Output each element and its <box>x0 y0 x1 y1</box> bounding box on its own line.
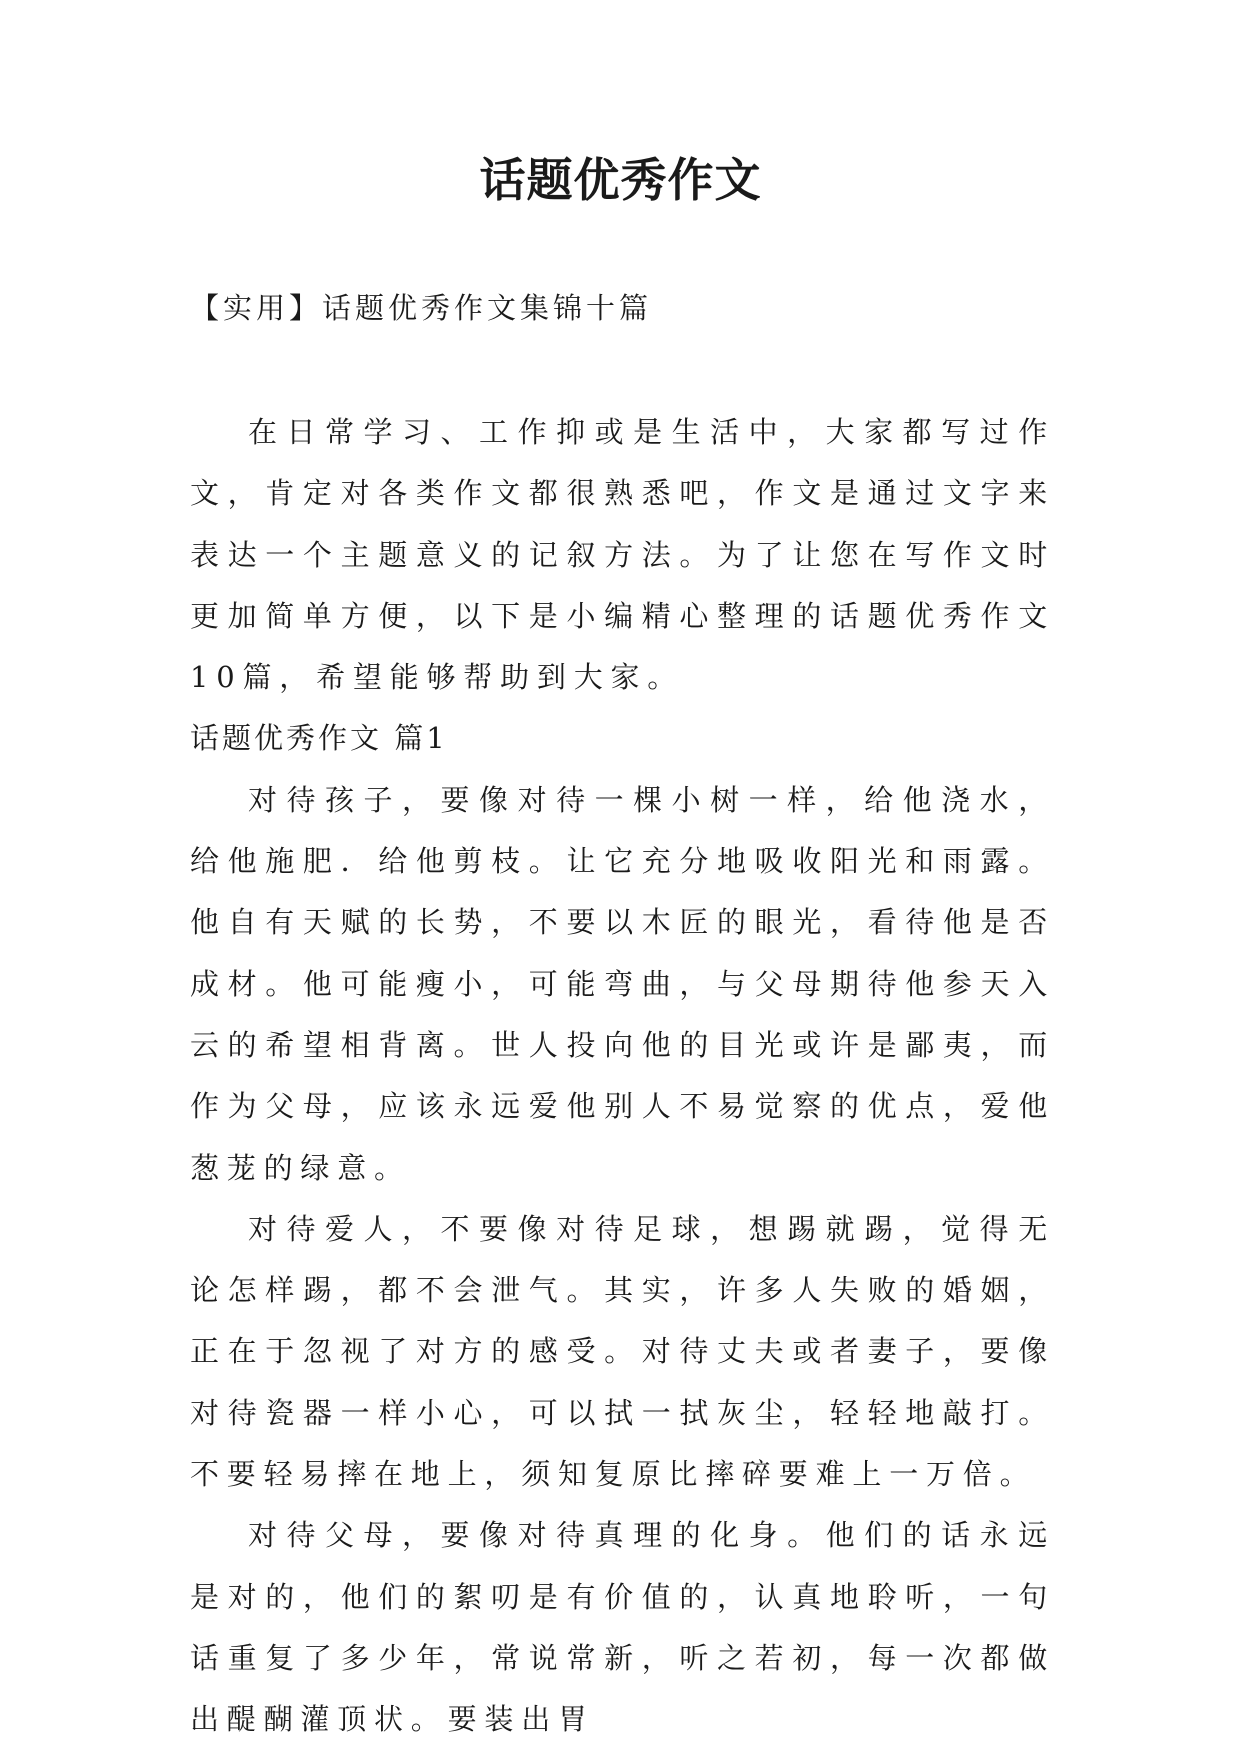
intro-paragraph: 在日常学习、工作抑或是生活中，大家都写过作文，肯定对各类作文都很熟悉吧，作文是通过文字来表达一个主题意义的记叙方法。为了让您在写作文时更加简单方便，以下是小编精心整理的话题优秀作文10篇，希望能够帮助到大家。 <box>190 415 1055 695</box>
body-paragraph: 对待孩子，要像对待一棵小树一样，给他浇水，给他施肥．给他剪枝。让它充分地吸收阳光和雨露。他自有天赋的长势，不要以木匠的眼光，看待他是否成材。他可能瘦小，可能弯曲，与父母期待他参天入云的希望相背离。世人投向他的目光或许是鄙夷，而作为父母，应该永远爱他别人不易觉察的优点，爱他葱茏的绿意。 <box>190 782 1055 1185</box>
document-body <box>190 402 1055 1751</box>
document-subtitle: 【实用】话题优秀作文集锦十篇 <box>190 291 653 325</box>
section-heading: 话题优秀作文 篇1 <box>190 721 448 756</box>
body-paragraph: 对待爱人，不要像对待足球，想踢就踢，觉得无论怎样踢，都不会泄气。其实，许多人失败的婚姻，正在于忽视了对方的感受。对待丈夫或者妻子，要像对待瓷器一样小心，可以拭一拭灰尘，轻轻地敲打。不要轻易摔在地上，须知复原比摔碎要难上一万倍。 <box>190 1211 1055 1492</box>
body-paragraph: 对待父母，要像对待真理的化身。他们的话永远是对的，他们的絮叨是有价值的，认真地聆听，一句话重复了多少年，常说常新，听之若初，每一次都做出醍醐灌顶状。要装出胃 <box>190 1518 1055 1737</box>
document-title: 话题优秀作文 <box>479 153 762 207</box>
